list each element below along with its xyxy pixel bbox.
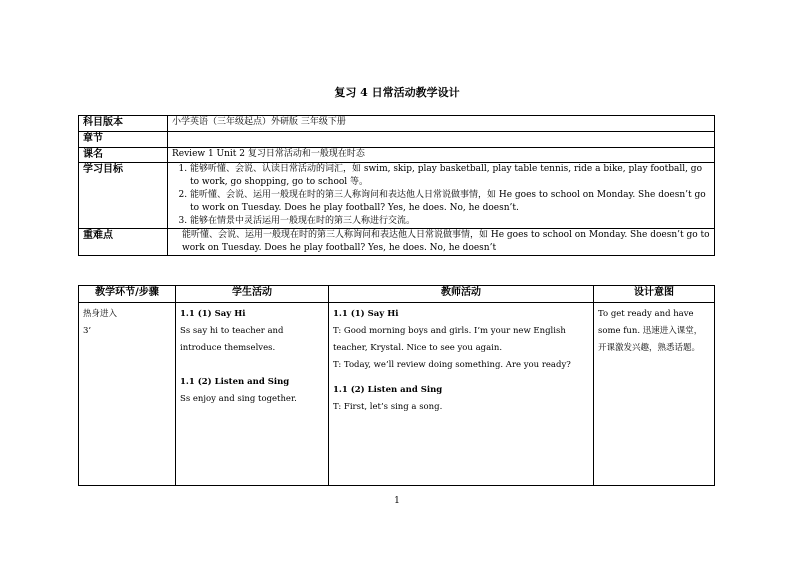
table-row <box>79 229 715 256</box>
list-item: 1. 能够听懂、会说、认读日常活动的词汇，如 swim, skip, play basketball, play table tennis, ride a bike, play football, go to work, go shopping, go to school 等。 <box>190 163 710 189</box>
activity-text: T: First, let’s sing a song. <box>333 402 443 412</box>
step-time: 3’ <box>83 326 92 336</box>
row-value <box>168 163 715 229</box>
page-number: 1 <box>394 496 400 506</box>
row-value: 能听懂、会说、运用一般现在时的第三人称询问和表达他人日常说做事情，如 He goes to school on Monday. She doesn’t go to work on Tuesday. Does he play football? Yes, he does. No, he doesn’t <box>168 229 715 256</box>
student-activity-cell <box>176 303 329 486</box>
teacher-activity-cell <box>329 303 594 486</box>
activity-text: Ss say hi to teacher and introduce themselves. <box>180 326 284 353</box>
table-row <box>79 132 715 148</box>
intent-cell: To get ready and have some fun. 迅速进入课堂，开课激发兴趣，熟悉话题。 <box>594 303 715 486</box>
step-name: 热身进入 <box>83 309 118 319</box>
activity-text: T: Good morning boys and girls. I’m your new English teacher, Krystal. Nice to see you again. <box>333 326 566 353</box>
row-value <box>168 132 715 148</box>
page-title: 复习 4 日常活动教学设计 <box>334 86 460 99</box>
column-header: 学生活动 <box>176 286 329 303</box>
activity-text: Ss enjoy and sing together. <box>180 394 297 404</box>
row-label: 章节 <box>79 132 168 148</box>
activity-heading: 1.1 (2) Listen and Sing <box>180 377 290 387</box>
row-label: 科目版本 <box>79 116 168 132</box>
table-row <box>79 116 715 132</box>
activity-text: T: Today, we’ll review doing something. Are you ready? <box>333 360 571 370</box>
column-header: 教师活动 <box>329 286 594 303</box>
column-header: 教学环节/步骤 <box>79 286 176 303</box>
info-table <box>78 115 715 256</box>
list-item: 2. 能听懂、会说、运用一般现在时的第三人称询问和表达他人日常说做事情，如 He goes to school on Monday. She doesn’t go to work on Tuesday. Does he play football? Yes, he does. No, he doesn’t. <box>190 189 710 215</box>
activity-heading: 1.1 (1) Say Hi <box>180 309 246 319</box>
row-label: 重难点 <box>79 229 168 256</box>
table-row <box>79 163 715 229</box>
objectives-list <box>172 163 710 228</box>
list-item: 3. 能够在情景中灵活运用一般现在时的第三人称进行交流。 <box>190 215 710 228</box>
row-label: 学习目标 <box>79 163 168 229</box>
table-header-row <box>79 286 715 303</box>
lesson-table <box>78 285 715 486</box>
column-header: 设计意图 <box>594 286 715 303</box>
activity-heading: 1.1 (1) Say Hi <box>333 309 399 319</box>
step-cell <box>79 303 176 486</box>
row-label: 课名 <box>79 148 168 163</box>
row-value: Review 1 Unit 2 复习日常活动和一般现在时态 <box>168 148 715 163</box>
table-row <box>79 303 715 486</box>
table-row <box>79 148 715 163</box>
row-value: 小学英语（三年级起点）外研版 三年级下册 <box>168 116 715 132</box>
activity-heading: 1.1 (2) Listen and Sing <box>333 385 443 395</box>
